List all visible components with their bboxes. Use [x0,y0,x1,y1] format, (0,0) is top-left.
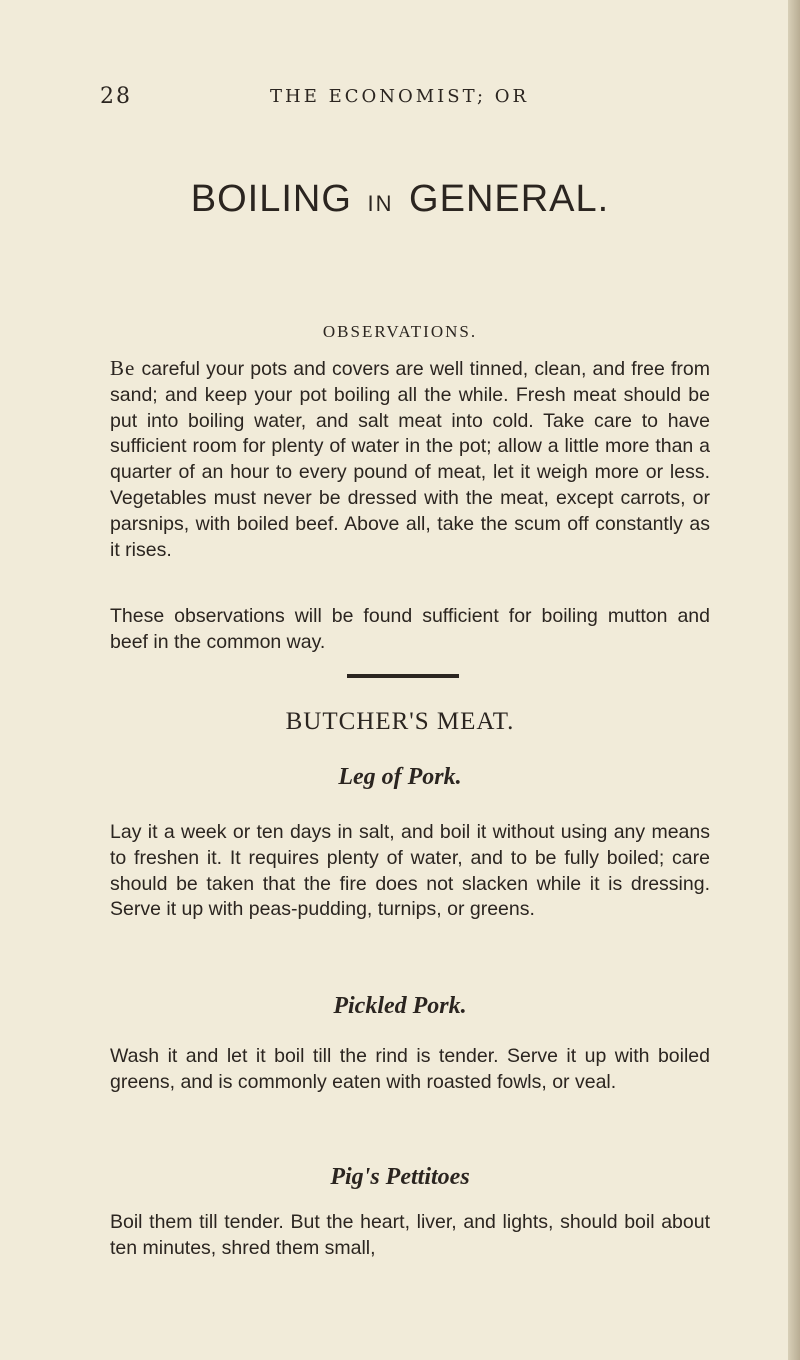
chapter-title-part3: GENERAL. [409,178,610,220]
chapter-title [0,178,800,221]
observations-note: These observations will be found sufficient for boiling mutton and beef in the common way. [110,605,710,653]
running-title: THE ECONOMIST; OR [270,86,530,107]
recipe-title-pigs-pettitoes: Pig's Pettitoes [330,1164,470,1190]
recipe-title-pickled-pork: Pickled Pork. [333,993,467,1019]
chapter-title-part2: IN [367,191,394,216]
recipe-text-leg-of-pork: Lay it a week or ten days in salt, and boil it without using any means to freshen it. It requires plenty of water, and to be fully boiled; care should be taken that the fire does not slacken while it is dressing. Serve it up with peas-pudding, turnips, or greens. [110,821,710,921]
observations-paragraph [110,356,710,563]
page-number: 28 [100,84,132,109]
observations-text: careful your pots and covers are well tinned, clean, and free from sand; and keep your pot boiling all the while. Fresh meat should be put into boiling water, and salt meat into cold. Take care to have sufficient room for plenty of water in the pot; allow a little more than a quarter of an hour to every pound of meat, let it weigh more or less. Vegetables must never be dressed with the meat, except carrots, or parsnips, with boiled beef. Above all, take the scum off constantly as it rises. [110,358,710,561]
recipe-title-leg-of-pork: Leg of Pork. [338,764,462,790]
paragraph-dropcap: Be [110,356,136,380]
running-head [100,84,700,114]
chapter-title-part1: BOILING [190,178,352,220]
section-heading: BUTCHER'S MEAT. [285,708,515,735]
recipe-text-pickled-pork: Wash it and let it boil till the rind is tender. Serve it up with boiled greens, and is commonly eaten with roasted fowls, or veal. [110,1045,710,1093]
observations-heading: OBSERVATIONS. [322,322,478,341]
section-divider [347,674,459,678]
recipe-text-pigs-pettitoes: Boil them till tender. But the heart, liver, and lights, should boil about ten minutes, shred them small, [110,1211,710,1259]
